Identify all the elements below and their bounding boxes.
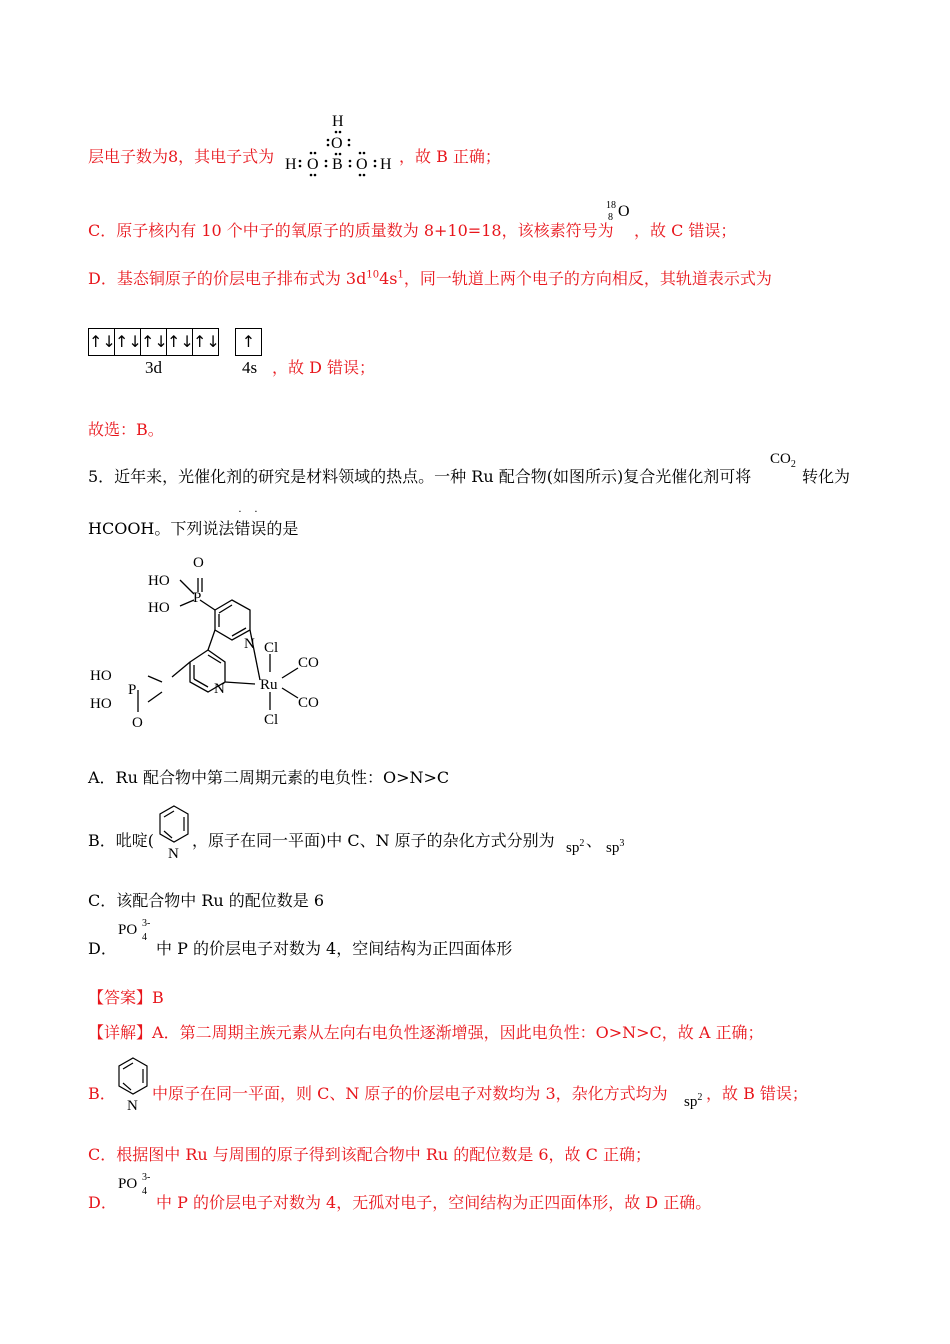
orbital-diagram: [88, 328, 256, 356]
lewis-H-top: H: [332, 113, 344, 130]
detail-A: 【详解】A．第二周期主族元素从左向右电负性逐渐增强，因此电负性：O>N>C，故 A 正确；: [88, 1023, 764, 1042]
detail-B-end: ，故 B 错误；: [706, 1084, 808, 1103]
line1-post: ，故 B 正确；: [399, 147, 501, 166]
line2-post: ，故 C 错误；: [634, 221, 737, 240]
lewis-O-left: O: [307, 156, 319, 173]
option-A: A．Ru 配合物中第二周期元素的电负性：O>N>C: [88, 768, 450, 787]
lewis-O-right: O: [356, 156, 368, 173]
atom-P-bottom: P: [128, 682, 137, 698]
text-line-1: [88, 144, 274, 167]
question-5-stem-b: 转化为: [802, 467, 851, 486]
text-line-3: D．基态铜原子的价层电子排布式为 $3d^{10}4s^1$，同一轨道上两个电子的方向相反，其轨道表示式为: [88, 269, 772, 288]
detail-D: D．: [88, 1193, 117, 1212]
text-line-5: 故选：B。: [88, 420, 164, 439]
atom-HO-2: HO: [148, 600, 170, 616]
ligand-CO-2: CO: [298, 695, 319, 711]
orbital-3d-cell: ↑↓: [141, 329, 167, 355]
orbital-3d-box: [88, 328, 219, 356]
sp2-label: $sp^2$: [566, 838, 585, 856]
option-D-rest: 中 P 的价层电子对数为 4，空间结构为正四面体形: [156, 939, 513, 958]
atom-Ru: Ru: [260, 677, 278, 693]
pyridine-ring-icon: [156, 800, 192, 864]
orbital-4s-cell: ↑: [241, 332, 256, 351]
option-B-sep: 、: [586, 831, 603, 850]
po4-formula-1: PO 3- 4: [118, 918, 151, 943]
orbital-3d-cell: ↑↓: [115, 329, 141, 355]
svg-text:N: N: [127, 1098, 138, 1114]
svg-text:N: N: [168, 846, 179, 862]
atom-HO-3: HO: [90, 668, 112, 684]
atom-N-upper: N: [244, 636, 255, 652]
question-5-stem-a: 5．近年来，光催化剂的研究是材料领域的热点。一种 Ru 配合物(如图所示)复合光催化剂可将: [88, 467, 752, 486]
lewis-H-right: H: [380, 156, 392, 173]
nuclide-mass-number: 18: [606, 200, 616, 211]
orbital-4s-box: [235, 328, 262, 356]
detail-D-rest: 中 P 的价层电子对数为 4，无孤对电子，空间结构为正四面体形，故 D 正确。: [156, 1193, 712, 1212]
option-D: D．: [88, 939, 117, 958]
po4-formula-2: PO 3- 4: [118, 1172, 151, 1197]
ru-complex-structure: [90, 552, 340, 732]
atom-Cl-bottom: Cl: [264, 712, 279, 728]
option-C: C．该配合物中 Ru 的配位数是 6: [88, 891, 325, 910]
lewis-O-top: O: [331, 135, 343, 152]
orbital-3d-cell: ↑↓: [89, 329, 115, 355]
orbital-3d-cell: ↑↓: [167, 329, 193, 355]
detail-B: B．: [88, 1084, 116, 1103]
lewis-H-left: H: [285, 156, 297, 173]
orbital-3d-label: 3d: [145, 358, 162, 377]
question-5-stem-c: HCOOH。下列说法 · · 错误的是: [88, 507, 299, 538]
emphasis-dotted: · · 错误: [234, 507, 267, 538]
atom-HO-4: HO: [90, 696, 112, 712]
orbital-4s-label: 4s: [242, 358, 258, 377]
atom-N-lower: N: [214, 681, 225, 697]
detail-B-rest: 中原子在同一平面，则 C、N 原子的价层电子对数均为 3，杂化方式均为: [152, 1084, 668, 1103]
orbital-3d-cell: ↑↓: [193, 332, 220, 351]
atom-O-bottom: O: [132, 715, 143, 731]
answer-line: 【答案】B: [88, 988, 164, 1007]
nuclide-element: O: [618, 203, 630, 220]
atom-O-top: O: [193, 555, 204, 571]
option-B-rest: ，原子在同一平面)中 C、N 原子的杂化方式分别为: [192, 831, 555, 850]
atom-Cl-top: Cl: [264, 640, 279, 656]
nuclide-atomic-number: 8: [608, 212, 613, 223]
option-B: B．吡啶(: [88, 831, 155, 850]
detail-C: C．根据图中 Ru 与周围的原子得到该配合物中 Ru 的配位数是 6，故 C 正确；: [88, 1145, 651, 1164]
sp3-label: $sp^3$: [606, 838, 625, 856]
lewis-B: B: [332, 156, 343, 173]
pyridine-ring-icon-2: [115, 1052, 151, 1116]
text-line-2: C．原子核内有 10 个中子的氧原子的质量数为 8+10=18，该核素符号为: [88, 221, 614, 240]
co2-formula: $CO_2$: [770, 451, 796, 470]
line1-pre-text: 层电子数为8，其电子式为: [88, 147, 275, 166]
ligand-CO-1: CO: [298, 655, 319, 671]
lewis-structure-boric-acid: [280, 112, 400, 182]
atom-HO-1: HO: [148, 573, 170, 589]
sp2-label-2: $sp^2$: [684, 1092, 703, 1110]
line4-post: ，故 D 错误；: [272, 358, 376, 377]
nuclide-symbol: [604, 200, 634, 236]
atom-P-top: P: [193, 590, 202, 606]
